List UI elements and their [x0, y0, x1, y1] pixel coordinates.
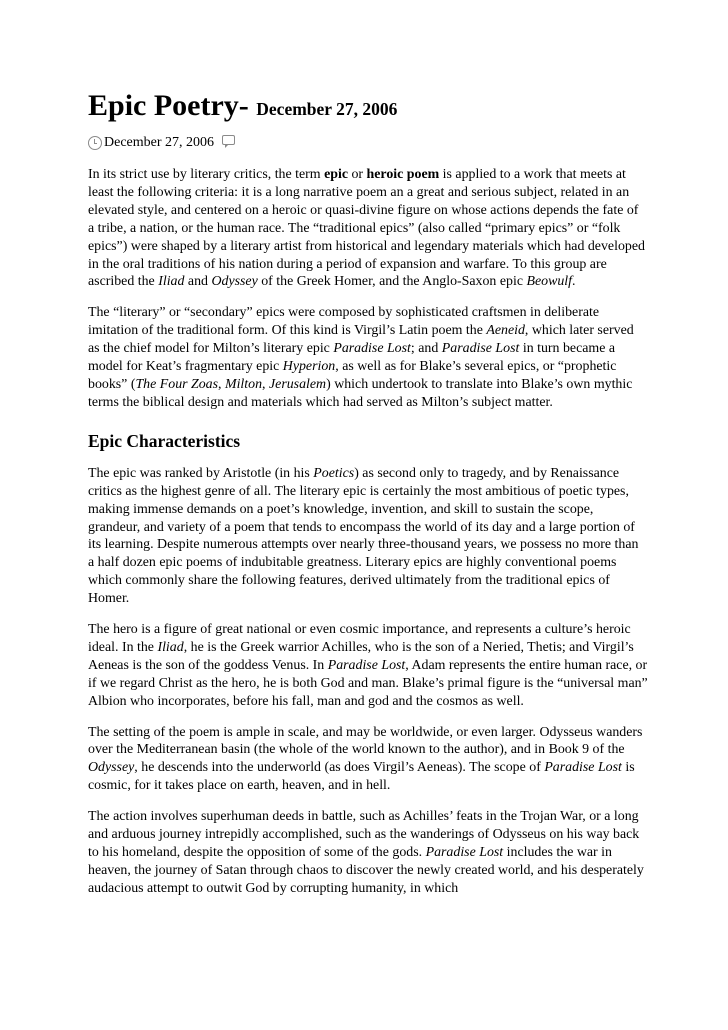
paragraph-definition: In its strict use by literary critics, the term epic or heroic poem is applied to a work that meets at least the following criteria: it is a long narrative poem an a great and serious subject, related in an elevated style, and centered on a heroic or quasi-divine figure on whose actions depends the fate of a tribe, a nation, or the human race. The “traditional epics” (also called “primary epics” or “folk epics”) were shaped by a literary artist from historical and legendary materials which had developed in the oral traditions of his nation during a period of expansion and warfare. To this group are ascribed the Iliad and Odyssey of the Greek Homer, and the Anglo-Saxon epic Beowulf. — [88, 167, 645, 290]
clock-icon — [88, 136, 102, 150]
paragraph-characteristics: The epic was ranked by Aristotle (in his Poetics) as second only to tragedy, and by Renaissance critics as the highest genre of all. The literary epic is certainly the most ambitious of poetic types, making immense demands on a poet’s knowledge, invention, and skill to sustain the scope, grandeur, and variety of a poem that tends to encompass the world of its day and a large portion of its learning. Despite numerous attempts over nearly three-thousand years, we possess no more than a half dozen epic poems of indubitable greatness. Literary epics are highly conventional poems which commonly share the following features, derived ultimately from the traditional epics of Homer. — [88, 465, 639, 607]
paragraph-setting: The setting of the poem is ample in scale, and may be worldwide, or even larger. Odysseus wanders over the Mediterranean basin (the whole of the world known to the author), and in Book 9 of the Odyssey, he descends into the underworld (as does Virgil’s Aeneas). The scope of Paradise Lost is cosmic, for it takes place on earth, heaven, and in hell. — [88, 724, 643, 794]
paragraph-hero: The hero is a figure of great national or even cosmic importance, and represents a culture’s heroic ideal. In the Iliad, he is the Greek warrior Achilles, who is the son of a Neried, Thetis; and Virgil’s Aeneas is the son of the goddess Venus. In Paradise Lost, Adam represents the entire human race, or if we regard Christ as the hero, he is both God and man. Blake’s primal figure is the “universal man” Albion who incorporates, before his fall, man and god and the cosmos as well. — [88, 622, 648, 709]
title-text: Epic Poetry- — [88, 89, 249, 122]
paragraph-literary-epics: The “literary” or “secondary” epics were composed by sophisticated craftsmen in deliberate imitation of the traditional form. Of this kind is Virgil’s Latin poem the Aeneid, which later served as the chief model for Milton’s literary epic Paradise Lost; and Paradise Lost in turn became a model for Keat’s fragmentary epic Hyperion, as well as for Blake’s several epics, or “prophetic books” (The Four Zoas, Milton, Jerusalem) which undertook to translate into Blake’s own mythic terms the biblical design and materials which had served as Milton’s subject matter. — [88, 305, 634, 410]
page-title — [88, 88, 648, 127]
paragraph-action: The action involves superhuman deeds in battle, such as Achilles’ feats in the Trojan War, or a long and arduous journey intrepidly accomplished, such as the wanderings of Odysseus on his way back to his homeland, despite the opposition of some of the gods. Paradise Lost includes the war in heaven, the journey of Satan through chaos to discover the newly created world, and his desperately audacious attempt to outwit God by corrupting humanity, in which — [88, 809, 644, 896]
document-page — [88, 88, 648, 898]
post-date: December 27, 2006 — [104, 135, 215, 151]
title-date: December 27, 2006 — [256, 99, 398, 119]
section-heading: Epic Characteristics — [88, 430, 241, 451]
post-meta — [88, 133, 648, 153]
comment-icon[interactable] — [222, 135, 235, 145]
